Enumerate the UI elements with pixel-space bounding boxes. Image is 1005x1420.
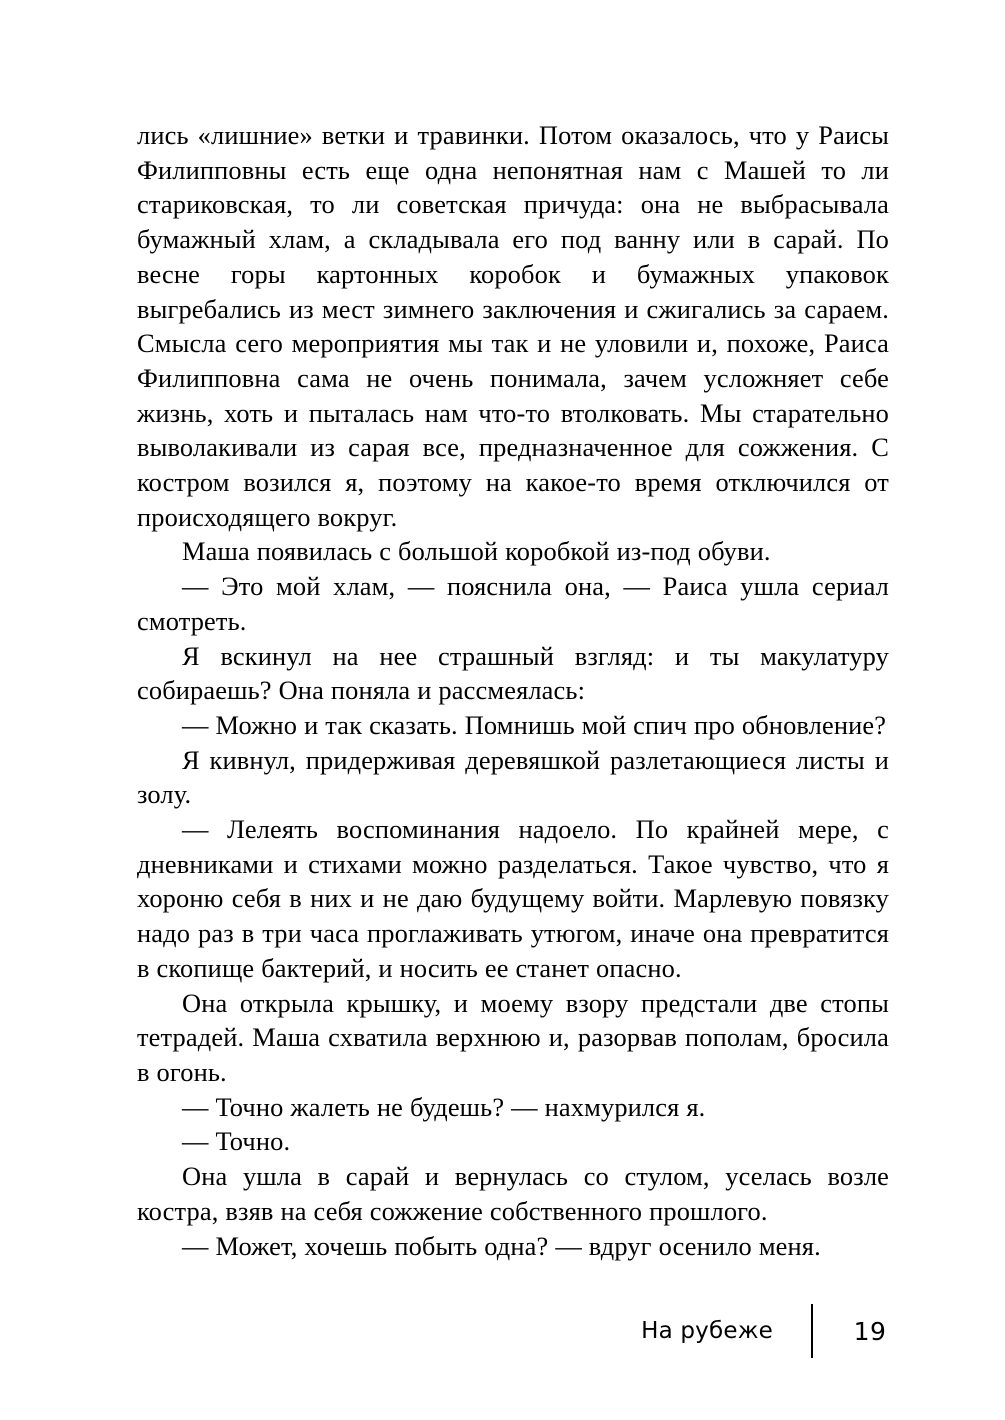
- paragraph-dialogue: — Точно.: [182, 1126, 291, 1157]
- paragraph-dialogue: — Точно жалеть не будешь? — нахмурился я.: [182, 1091, 706, 1122]
- paragraph: Маша появилась с большой коробкой из-под обуви.: [182, 536, 771, 567]
- paragraph: Я кивнул, придерживая деревяшкой разлетающиеся листы и золу.: [137, 744, 889, 810]
- page-number: 19: [853, 1316, 887, 1346]
- paragraph-dialogue: — Лелеять воспоминания надоело. По крайней мере, с дневниками и стихами можно разделаться. Такое чувство, что я хороню себя в них и не даю будущему войти. Марлевую повязку надо раз в три часа проглаживать утюгом, иначе она превратится в скопище бактерий, и носить ее станет опасно.: [137, 814, 889, 983]
- paragraph: Она открыла крышку, и моему взору предстали две стопы тетрадей. Маша схватила верхнюю и, разорвав пополам, бросила в огонь.: [137, 987, 889, 1087]
- paragraph-continuation: лись «лишние» ветки и травинки. Потом оказалось, что у Раисы Филипповны есть еще одна непонятная нам с Машей то ли стариковская, то ли советская причуда: она не выбрасывала бумажный хлам, а складывала его под ванну или в сарай. По весне горы картонных коробок и бумажных упаковок выгребались из мест зимнего заключения и сжигались за сараем. Смысла сего мероприятия мы так и не уловили и, похоже, Раиса Филипповна сама не очень понимала, зачем усложняет себе жизнь, хоть и пыталась нам что-то втолковать. Мы старательно выволакивали из сарая все, предназначенное для сожжения. С костром возился я, поэтому на какое-то время отключился от происходящего вокруг.: [137, 120, 889, 532]
- body-text-block: [137, 118, 889, 1263]
- running-title: На рубеже: [641, 1318, 773, 1344]
- paragraph-dialogue: — Можно и так сказать. Помнишь мой спич про обновление?: [182, 709, 887, 740]
- footer-divider-rule: [811, 1304, 813, 1358]
- paragraph-dialogue: — Это мой хлам, — пояснила она, — Раиса ушла сериал смотреть.: [137, 571, 889, 636]
- footer-content: [641, 1300, 889, 1362]
- paragraph-dialogue: — Может, хочешь побыть одна? — вдруг осенило меня.: [182, 1230, 821, 1261]
- paragraph: Я вскинул на нее страшный взгляд: и ты макулатуру собираешь? Она поняла и рассмеялась:: [137, 640, 889, 706]
- page-footer: [137, 1300, 889, 1370]
- paragraph: Она ушла в сарай и вернулась со стулом, уселась возле костра, взяв на себя сожжение собственного прошлого.: [137, 1161, 889, 1226]
